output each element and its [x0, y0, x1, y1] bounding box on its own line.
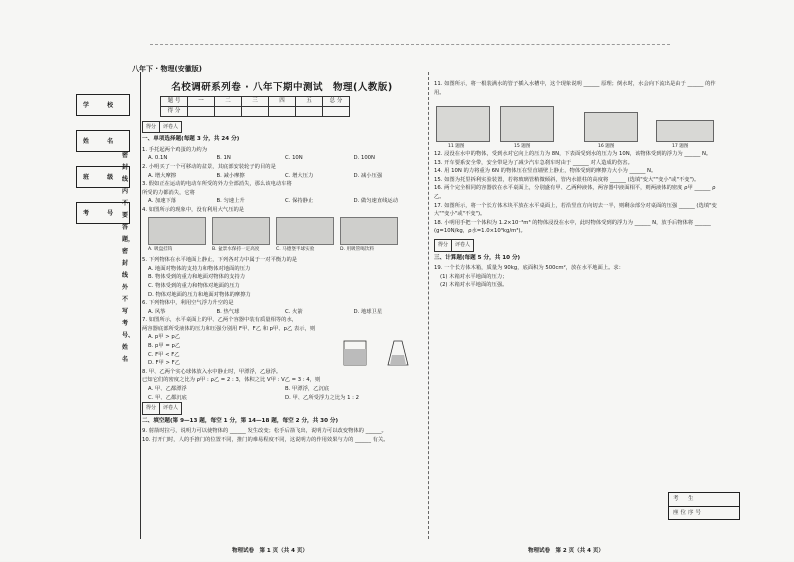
- option[interactable]: C. 火箭: [285, 308, 303, 315]
- exam-title: 名校调研系列卷 · 八年下期中测试 物理(人教版): [171, 82, 393, 93]
- water-b: [390, 355, 406, 365]
- option[interactable]: A. p甲 > p乙: [148, 334, 181, 341]
- option[interactable]: A. 风筝: [148, 308, 166, 315]
- question-5: 5. 下列物体在水平地面上静止，下列各对力中属于一对平衡力的是: [142, 257, 298, 264]
- q1-options: [148, 154, 422, 163]
- score-cell[interactable]: [188, 106, 215, 116]
- section-3-heading: 三、计算题(每题 5 分，共 10 分): [434, 254, 521, 261]
- option[interactable]: B. 减小摩擦: [216, 172, 245, 179]
- option[interactable]: B. 热气球: [216, 308, 240, 315]
- school-label: 学 校: [83, 102, 122, 109]
- q7-containers-figure: [332, 333, 422, 367]
- question-6: 6. 下列物体中，利用空气浮力升空的是: [142, 300, 234, 307]
- option[interactable]: C. 增大压力: [285, 172, 314, 179]
- question-9: 9. 射箭时拉弓，说明力可以使物体的 ______ 发生改变；松手后箭飞出，说明力可以改变物体的 ______。: [142, 428, 387, 435]
- question-4: 4. 如图所示的现象中，没有利用大气压的是: [142, 206, 245, 213]
- option[interactable]: D. 甲、乙所受浮力之比为 1 : 2: [285, 394, 359, 401]
- score-col: 二: [215, 96, 242, 106]
- option[interactable]: D. 100N: [353, 155, 376, 162]
- page-2-footer: 物理试卷 第 2 页（共 4 页）: [528, 548, 604, 554]
- option[interactable]: C. 保持静止: [285, 198, 314, 205]
- score-header: 题 号: [161, 96, 188, 106]
- fig-17: [656, 120, 714, 142]
- option[interactable]: A. 增大摩擦: [148, 172, 177, 179]
- figure-caption: 15 题图: [514, 144, 531, 149]
- question-17: 17. 如图所示，将一个长方体木块平放在水平桌面上，若沿竖直方向切去一半，则剩余部分对桌面的压强 ______ (选填"变大""变小"或"不变")。: [434, 202, 717, 218]
- q7-options: [142, 333, 332, 367]
- score-cell[interactable]: [269, 106, 296, 116]
- q4-figure-a: [148, 217, 206, 255]
- seat-number-box[interactable]: [668, 492, 740, 520]
- name-label: 姓 名: [83, 138, 122, 145]
- page-1-footer: 物理试卷 第 1 页（共 4 页）: [232, 548, 308, 554]
- q4-figure-c: [276, 217, 334, 255]
- grader-box: [142, 402, 182, 415]
- question-11: 11. 如图所示，将一根装满水的管子插入水槽中，这个现象说明 ______ 原理；倒水时，水会向下流出是由于 ______ 的作用。: [434, 81, 716, 96]
- page-2: [434, 80, 720, 290]
- question-19: 19. 一个长方体木箱，质量为 90kg，底面积为 500cm²，放在水平地面上。求：: [434, 265, 624, 272]
- figure-caption: 17 题图: [672, 144, 689, 149]
- center-fold: [428, 72, 429, 539]
- score-col: 五: [296, 96, 323, 106]
- score-cell[interactable]: [215, 106, 242, 116]
- option[interactable]: C. F甲 < F乙: [148, 351, 180, 358]
- question-19-part-1: (1) 木箱对水平地面的压力；: [440, 273, 508, 280]
- question-7: 7. 如图所示，水平桌面上的甲、乙两个容器中装有质量相等的水，: [142, 317, 298, 324]
- question-1: 1. 手托起两个鸡蛋的力约为: [142, 146, 208, 153]
- question-18: 18. 小明用手把一个体积为 1.2×10⁻³m³ 的物体浸没在水中，此时物体受到的浮力为 ______ N，放手后物体将 ______ (g=10N/kg，ρ水=1.0×10³kg/m³)。: [434, 219, 711, 235]
- option[interactable]: A. 地面对物体的支持力和物体对地面的压力: [148, 265, 251, 272]
- score-cell[interactable]: [323, 106, 350, 116]
- q2-options: [148, 172, 422, 181]
- header-tag: 八年下 · 物理(安徽版): [132, 65, 202, 73]
- option[interactable]: C. 物体受到的重力和物体对地面的压力: [148, 282, 240, 289]
- score-row-label: 得 分: [161, 106, 188, 116]
- question-16: 16. 两个完全相同的容器放在水平桌面上，分别盛有甲、乙两种液体，两容器中液面相平，则两液体的密度 ρ甲 ______ ρ乙。: [434, 185, 716, 200]
- option[interactable]: B. 匀速上升: [216, 198, 245, 205]
- grader-score: 得分: [435, 240, 452, 251]
- grader-box: [434, 239, 474, 252]
- seat-label-2: 座位序号: [673, 510, 704, 516]
- score-col: 总 分: [323, 96, 350, 106]
- bonsai-image: [212, 217, 270, 245]
- option[interactable]: A. 0.1N: [148, 155, 168, 162]
- option[interactable]: D. 地球卫星: [353, 308, 383, 315]
- section-2-heading: 二、填空题(第 9—13 题，每空 1 分，第 14—18 题，每空 2 分，共 30 分): [142, 417, 339, 424]
- option[interactable]: C. 10N: [285, 155, 303, 162]
- option[interactable]: B. 物体受到的重力和地面对物体的支持力: [148, 274, 246, 281]
- figure-caption: 16 题图: [598, 144, 615, 149]
- question-7-cont: 两容器底部所受液体的压力和压强分别用 F甲、F乙 和 p甲、p乙 表示，则: [142, 325, 316, 332]
- question-3-cont: 所受的力都消失，它将: [142, 189, 195, 196]
- fig-15: [500, 106, 554, 142]
- option[interactable]: B. p甲 = p乙: [148, 343, 181, 350]
- option[interactable]: B. 1N: [216, 155, 231, 162]
- figure-caption: D. 用吸管喝饮料: [340, 246, 375, 252]
- score-col: 一: [188, 96, 215, 106]
- question-3: 3. 假如正在运动的电动车所受的外力全部消失，那么该电动车将: [142, 181, 292, 188]
- q3-options: [148, 197, 422, 206]
- option[interactable]: D. 物体对地面的压力和地面对物体的摩擦力: [148, 291, 251, 298]
- page-1: [142, 80, 422, 445]
- q4-figure-b: [212, 217, 270, 255]
- q7-body: [142, 333, 422, 367]
- option[interactable]: B. 甲漂浮，乙沉底: [285, 386, 330, 393]
- option[interactable]: D. F甲 > F乙: [148, 360, 180, 367]
- option[interactable]: D. 做匀速直线运动: [353, 198, 399, 205]
- figure-caption: A. 吸盘挂钩: [148, 246, 173, 252]
- grader-name: 评卷人: [163, 405, 179, 412]
- suction-hook-image: [148, 217, 206, 245]
- grader-score: 得分: [143, 122, 160, 133]
- question-19-part-2: (2) 木箱对水平地面的压强。: [440, 282, 508, 289]
- fig-16: [584, 112, 638, 142]
- figure-caption: C. 马德堡半球实验: [276, 246, 315, 252]
- seal-line-text: 密封线内不要答题，密封线外不写考号、姓名: [122, 152, 135, 363]
- grader-name: 评卷人: [455, 241, 471, 248]
- name-field[interactable]: [76, 130, 130, 152]
- grader-score: 得分: [143, 403, 160, 414]
- question-15: 15. 如图为托里拆利实验装置，若将玻璃管稍微倾斜，管内水银柱的高度将 ______ (选填"变大""变小"或"不变")。: [434, 176, 700, 183]
- q8-options-2: [148, 394, 422, 403]
- left-border: [140, 72, 141, 539]
- straw-image: [340, 217, 398, 245]
- school-field[interactable]: [76, 94, 130, 116]
- exam-number-label: 考 号: [83, 210, 122, 217]
- figure-caption: 11 题图: [448, 144, 465, 149]
- question-14: 14. 用 10N 的力将重为 6N 的物体压在竖直墙壁上静止，物体受到的摩擦力大小为 ______ N。: [434, 168, 657, 175]
- question-13: 13. 开车要系安全带，安全带是为了减少汽车急刹车时由于 ______ 对人造成的伤害。: [434, 159, 633, 166]
- q4-figures: [148, 217, 422, 255]
- right-figures: [434, 106, 720, 150]
- question-8-cont: 已知它们的密度之比为 ρ甲 : ρ乙 = 2 : 3，体积之比 V甲 : V乙 = 3 : 4，则: [142, 377, 321, 384]
- hemisphere-image: [276, 217, 334, 245]
- question-2: 2. 小明买了一个可移动的盆景，其底部安装轮子的目的是: [142, 163, 276, 170]
- question-8: 8. 甲、乙两个实心球体放入水中静止时，甲漂浮，乙悬浮。: [142, 368, 282, 375]
- q8-options-1: [148, 385, 422, 394]
- score-cell[interactable]: [296, 106, 323, 116]
- q6-options: [148, 308, 422, 317]
- score-col: 四: [269, 96, 296, 106]
- fig-11: [436, 106, 490, 142]
- seat-label-1: 考 生: [669, 493, 739, 507]
- grader-name: 评卷人: [163, 123, 179, 130]
- option[interactable]: A. 甲、乙都漂浮: [148, 386, 187, 393]
- score-table: [160, 96, 350, 117]
- water-a: [344, 349, 366, 365]
- score-cell[interactable]: [242, 106, 269, 116]
- score-col: 三: [242, 96, 269, 106]
- top-cut-line: [150, 44, 670, 45]
- question-12: 12. 浸没在水中的物体，受到水对它向上的压力为 8N，下表面受到水的压力为 10N，该物体受到的浮力为 ______ N。: [434, 151, 712, 157]
- option[interactable]: A. 加速下落: [148, 198, 177, 205]
- q4-figure-d: [340, 217, 398, 255]
- figure-caption: B. 盆景水保持一定高度: [212, 246, 260, 252]
- section-1-heading: 一、单项选择题(每题 3 分，共 24 分): [142, 136, 240, 143]
- option[interactable]: D. 减小压强: [353, 172, 383, 179]
- option[interactable]: C. 甲、乙都沉底: [148, 394, 187, 401]
- question-10: 10. 打开门时，人的手推门的位置不同，推门的难易程度不同，这说明力的作用效果与力的 ______ 有关。: [142, 437, 389, 443]
- grader-box: [142, 121, 182, 134]
- class-label: 班 级: [83, 174, 122, 181]
